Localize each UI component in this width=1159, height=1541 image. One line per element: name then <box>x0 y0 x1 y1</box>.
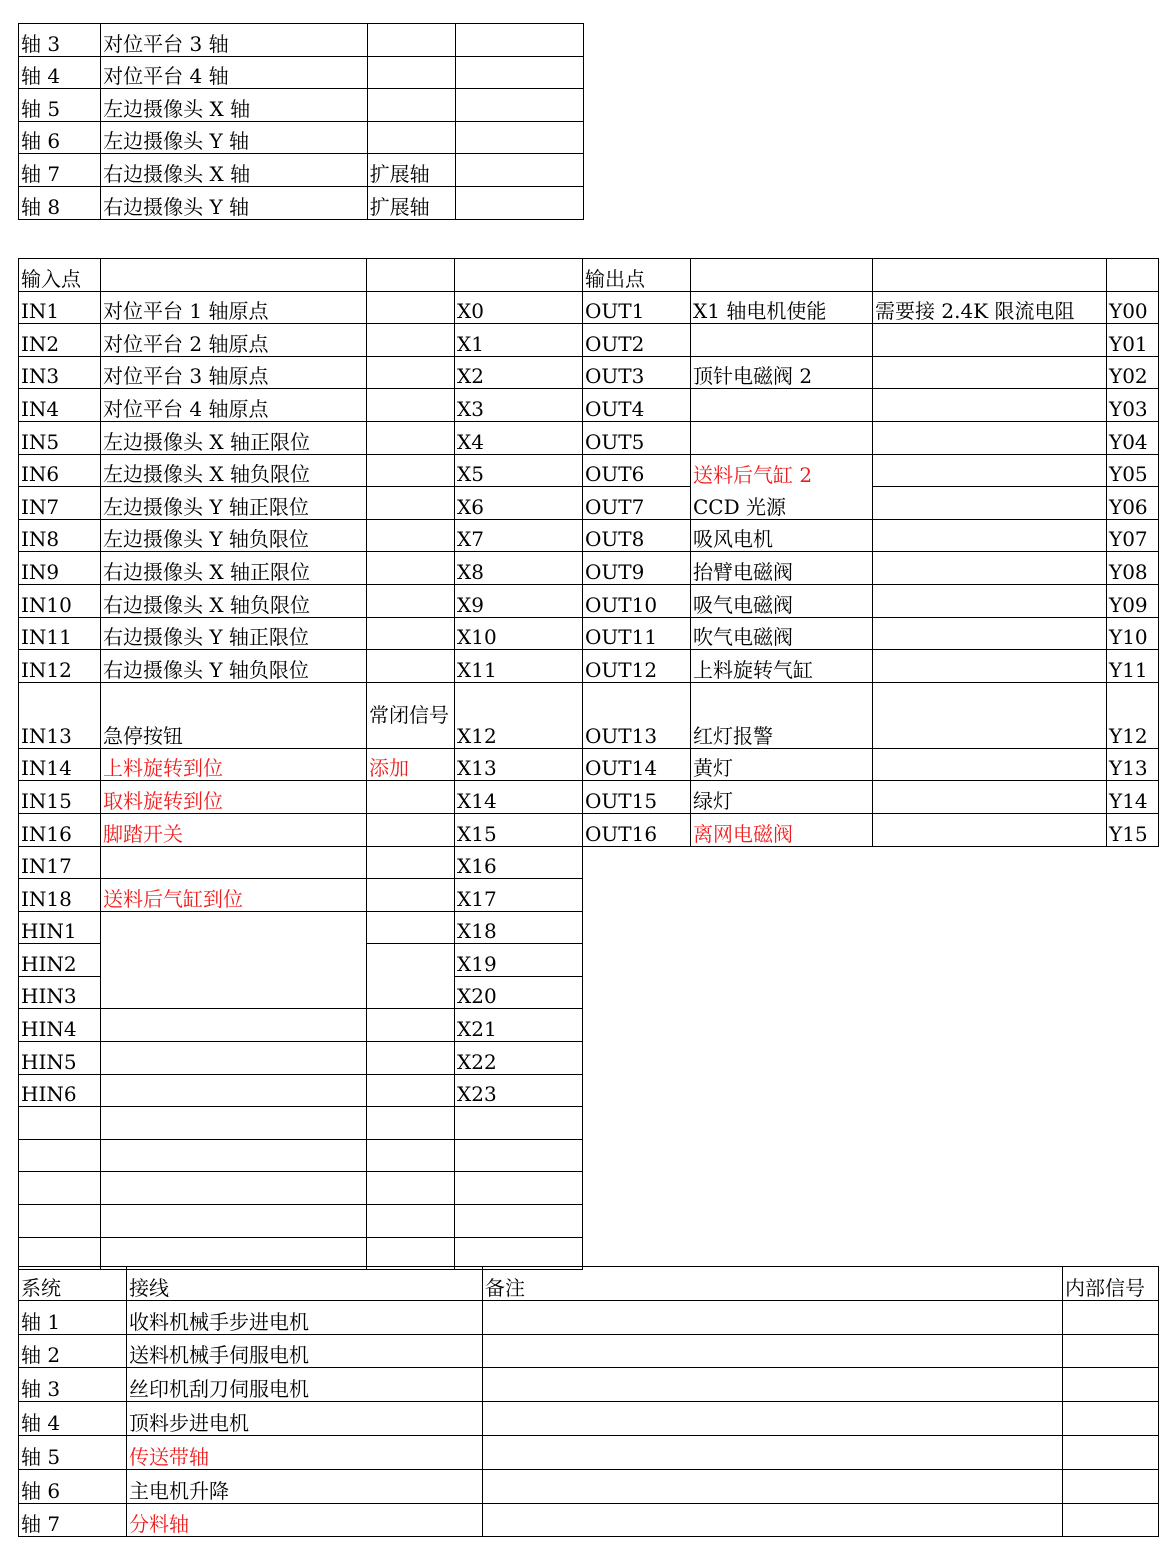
input-x-cell: X23 <box>455 1074 583 1107</box>
system-signal-cell <box>1063 1402 1159 1436</box>
table-row <box>19 1469 1159 1503</box>
blank-cell <box>691 259 873 292</box>
input-x-cell: X6 <box>455 487 583 520</box>
table-row <box>19 519 1159 552</box>
input-note-cell: 添加 <box>367 748 455 781</box>
input-note-cell <box>367 1009 455 1042</box>
output-note-cell <box>873 682 1107 748</box>
input-note-cell <box>367 650 455 683</box>
output-note-cell <box>873 324 1107 357</box>
output-y-cell: Y15 <box>1107 813 1159 846</box>
system-note-cell <box>483 1503 1063 1537</box>
blank-cell <box>19 1237 101 1270</box>
input-desc-cell: 急停按钮 <box>101 682 367 748</box>
input-desc-cell: 左边摄像头 X 轴正限位 <box>101 421 367 454</box>
output-desc-cell <box>691 389 873 422</box>
axis-cell: 轴 6 <box>19 121 101 154</box>
output-note-cell: 需要接 2.4K 限流电阻 <box>873 291 1107 324</box>
axis-extra-cell <box>455 89 583 122</box>
input-point-cell: IN15 <box>19 781 101 814</box>
input-desc-cell: 对位平台 1 轴原点 <box>101 291 367 324</box>
blank-cell <box>873 259 1107 292</box>
blank-cell <box>19 1139 101 1172</box>
axes-table <box>18 23 584 220</box>
table-row <box>19 324 1159 357</box>
table-row <box>19 617 1159 650</box>
input-x-cell: X2 <box>455 356 583 389</box>
input-note-cell <box>367 1074 455 1107</box>
input-x-cell: X10 <box>455 617 583 650</box>
axis-note-cell <box>367 121 455 154</box>
axis-cell: 轴 4 <box>19 56 101 89</box>
output-note-cell <box>873 584 1107 617</box>
output-point-cell: OUT4 <box>583 389 691 422</box>
input-x-cell: X18 <box>455 911 583 944</box>
axis-name-cell: 右边摄像头 Y 轴 <box>101 186 367 219</box>
input-x-cell: X20 <box>455 976 583 1009</box>
output-note-cell <box>873 781 1107 814</box>
axis-name-cell: 对位平台 3 轴 <box>101 24 367 57</box>
input-x-cell: X12 <box>455 682 583 748</box>
input-point-cell: IN2 <box>19 324 101 357</box>
table-row <box>19 552 1159 585</box>
output-point-cell: OUT7 <box>583 487 691 520</box>
input-note-cell <box>367 324 455 357</box>
table-row <box>19 1435 1159 1469</box>
input-header: 输入点 <box>19 259 101 292</box>
input-note-cell <box>367 389 455 422</box>
input-point-cell: IN10 <box>19 584 101 617</box>
input-desc-cell: 左边摄像头 Y 轴正限位 <box>101 487 367 520</box>
input-point-cell: IN17 <box>19 846 101 879</box>
input-note-cell <box>367 421 455 454</box>
output-point-cell: OUT14 <box>583 748 691 781</box>
input-desc-cell <box>101 1009 367 1042</box>
input-note-cell <box>367 879 455 912</box>
system-header-cell: 内部信号 <box>1063 1267 1159 1301</box>
table-row <box>19 813 1159 846</box>
input-x-cell: X0 <box>455 291 583 324</box>
table-row <box>19 1334 1159 1368</box>
output-desc-cell: 吹气电磁阀 <box>691 617 873 650</box>
system-axis-cell: 轴 3 <box>19 1368 127 1402</box>
table-row <box>19 389 1159 422</box>
system-axis-cell: 轴 1 <box>19 1300 127 1334</box>
output-note-cell <box>873 519 1107 552</box>
input-point-cell: IN3 <box>19 356 101 389</box>
system-axis-cell: 轴 6 <box>19 1469 127 1503</box>
axis-cell: 轴 7 <box>19 154 101 187</box>
output-note-cell <box>873 487 1107 520</box>
axis-extra-cell <box>455 24 583 57</box>
system-header-row <box>19 1267 1159 1301</box>
input-desc-cell <box>101 846 367 879</box>
output-note-cell <box>873 421 1107 454</box>
output-point-cell: OUT12 <box>583 650 691 683</box>
system-wiring-cell: 送料机械手伺服电机 <box>127 1334 483 1368</box>
axis-extra-cell <box>455 186 583 219</box>
input-point-cell: IN14 <box>19 748 101 781</box>
input-x-cell: X17 <box>455 879 583 912</box>
blank-cell <box>101 1237 367 1270</box>
output-y-cell: Y03 <box>1107 389 1159 422</box>
input-note-cell <box>367 291 455 324</box>
input-point-cell: IN12 <box>19 650 101 683</box>
axis-cell: 轴 5 <box>19 89 101 122</box>
system-wiring-cell: 主电机升降 <box>127 1469 483 1503</box>
input-point-cell: IN9 <box>19 552 101 585</box>
blank-cell <box>367 1172 455 1205</box>
input-point-cell: HIN4 <box>19 1009 101 1042</box>
input-point-cell: HIN2 <box>19 944 101 977</box>
output-desc-cell: 上料旋转气缸 <box>691 650 873 683</box>
axis-note-cell <box>367 89 455 122</box>
output-point-cell: OUT8 <box>583 519 691 552</box>
blank-cell <box>367 1237 455 1270</box>
input-x-cell: X9 <box>455 584 583 617</box>
system-axis-cell: 轴 4 <box>19 1402 127 1436</box>
input-desc-cell <box>101 1074 367 1107</box>
system-signal-cell <box>1063 1368 1159 1402</box>
system-note-cell <box>483 1435 1063 1469</box>
system-wiring-cell: 丝印机刮刀伺服电机 <box>127 1368 483 1402</box>
blank-cell <box>101 1139 367 1172</box>
table-row <box>19 584 1159 617</box>
table-row <box>19 154 584 187</box>
table-row <box>19 846 1159 879</box>
system-header-cell: 系统 <box>19 1267 127 1301</box>
input-x-cell: X1 <box>455 324 583 357</box>
output-point-cell: OUT2 <box>583 324 691 357</box>
input-desc-cell: 左边摄像头 X 轴负限位 <box>101 454 367 487</box>
input-x-cell: X5 <box>455 454 583 487</box>
output-y-cell: Y09 <box>1107 584 1159 617</box>
output-note-cell <box>873 813 1107 846</box>
output-y-cell: Y10 <box>1107 617 1159 650</box>
system-note-cell <box>483 1368 1063 1402</box>
output-point-cell: OUT3 <box>583 356 691 389</box>
table-row <box>19 24 584 57</box>
blank-cell <box>455 1172 583 1205</box>
system-note-cell <box>483 1402 1063 1436</box>
output-y-cell: Y14 <box>1107 781 1159 814</box>
output-point-cell: OUT6 <box>583 454 691 487</box>
input-desc-cell: 上料旋转到位 <box>101 748 367 781</box>
output-note-cell <box>873 650 1107 683</box>
input-desc-cell: 取料旋转到位 <box>101 781 367 814</box>
input-note-cell <box>367 813 455 846</box>
input-desc-cell: 右边摄像头 Y 轴负限位 <box>101 650 367 683</box>
blank-cell <box>101 1107 367 1140</box>
input-desc-cell: 左边摄像头 Y 轴负限位 <box>101 519 367 552</box>
blank-cell <box>367 1139 455 1172</box>
axis-cell: 轴 8 <box>19 186 101 219</box>
input-desc-cell: 右边摄像头 Y 轴正限位 <box>101 617 367 650</box>
blank-cell <box>101 1172 367 1205</box>
axis-note-cell <box>367 56 455 89</box>
input-desc-cell: 右边摄像头 X 轴正限位 <box>101 552 367 585</box>
input-point-cell: IN5 <box>19 421 101 454</box>
input-note-cell <box>367 911 455 944</box>
axis-note-cell: 扩展轴 <box>367 186 455 219</box>
axis-extra-cell <box>455 154 583 187</box>
output-desc-cell: 离网电磁阀 <box>691 813 873 846</box>
output-y-cell: Y13 <box>1107 748 1159 781</box>
axis-name-cell: 左边摄像头 X 轴 <box>101 89 367 122</box>
input-x-cell: X7 <box>455 519 583 552</box>
io-table <box>18 258 1159 1270</box>
blank-cell <box>1107 259 1159 292</box>
input-note-cell <box>367 519 455 552</box>
output-y-cell: Y12 <box>1107 682 1159 748</box>
table-row <box>19 1402 1159 1436</box>
system-axis-cell: 轴 7 <box>19 1503 127 1537</box>
system-header-cell: 接线 <box>127 1267 483 1301</box>
output-y-cell: Y00 <box>1107 291 1159 324</box>
output-desc-cell: 送料后气缸 2 <box>691 454 873 487</box>
blank-cell <box>101 1205 367 1238</box>
blank-cell <box>367 944 455 1009</box>
output-y-cell: Y08 <box>1107 552 1159 585</box>
axis-extra-cell <box>455 56 583 89</box>
table-row <box>19 454 1159 487</box>
output-header: 输出点 <box>583 259 691 292</box>
input-note-cell <box>367 584 455 617</box>
table-row <box>19 421 1159 454</box>
input-desc-cell: 送料后气缸到位 <box>101 879 367 912</box>
input-desc-cell: 脚踏开关 <box>101 813 367 846</box>
output-y-cell: Y02 <box>1107 356 1159 389</box>
output-desc-cell <box>691 324 873 357</box>
output-point-cell: OUT16 <box>583 813 691 846</box>
input-note-cell <box>367 487 455 520</box>
system-wiring-cell: 收料机械手步进电机 <box>127 1300 483 1334</box>
blank-cell <box>455 1205 583 1238</box>
system-signal-cell <box>1063 1469 1159 1503</box>
output-note-cell <box>873 356 1107 389</box>
blank-cell <box>455 259 583 292</box>
table-row <box>19 1300 1159 1334</box>
input-point-cell: IN7 <box>19 487 101 520</box>
system-wiring-cell: 传送带轴 <box>127 1435 483 1469</box>
axis-name-cell: 右边摄像头 X 轴 <box>101 154 367 187</box>
blank-cell <box>367 1107 455 1140</box>
system-table <box>18 1266 1159 1537</box>
blank-cell <box>367 259 455 292</box>
input-desc-cell <box>101 1042 367 1075</box>
blank-cell <box>583 846 1159 1270</box>
input-point-cell: HIN1 <box>19 911 101 944</box>
input-x-cell: X21 <box>455 1009 583 1042</box>
input-point-cell: IN13 <box>19 682 101 748</box>
table-row <box>19 186 584 219</box>
output-point-cell: OUT5 <box>583 421 691 454</box>
output-y-cell: Y01 <box>1107 324 1159 357</box>
output-note-cell <box>873 617 1107 650</box>
input-note-cell: 常闭信号 <box>367 682 455 748</box>
axis-cell: 轴 3 <box>19 24 101 57</box>
table-row <box>19 121 584 154</box>
table-row <box>19 356 1159 389</box>
input-desc-cell: 对位平台 2 轴原点 <box>101 324 367 357</box>
output-point-cell: OUT9 <box>583 552 691 585</box>
axis-note-cell <box>367 24 455 57</box>
input-point-cell: IN18 <box>19 879 101 912</box>
blank-cell <box>455 1139 583 1172</box>
blank-cell <box>455 1107 583 1140</box>
input-desc-cell: 对位平台 4 轴原点 <box>101 389 367 422</box>
axis-name-cell: 左边摄像头 Y 轴 <box>101 121 367 154</box>
input-x-cell: X14 <box>455 781 583 814</box>
table-row <box>19 650 1159 683</box>
output-note-cell <box>873 552 1107 585</box>
input-point-cell: IN1 <box>19 291 101 324</box>
input-point-cell: HIN3 <box>19 976 101 1009</box>
input-note-cell <box>367 1042 455 1075</box>
input-note-cell <box>367 454 455 487</box>
input-x-cell: X11 <box>455 650 583 683</box>
output-y-cell: Y11 <box>1107 650 1159 683</box>
table-row <box>19 89 584 122</box>
output-y-cell: Y05 <box>1107 454 1159 487</box>
blank-cell <box>19 1205 101 1238</box>
table-row <box>19 291 1159 324</box>
table-row <box>19 56 584 89</box>
output-point-cell: OUT10 <box>583 584 691 617</box>
output-desc-cell: X1 轴电机使能 <box>691 291 873 324</box>
input-desc-cell <box>101 911 367 1009</box>
input-point-cell: IN6 <box>19 454 101 487</box>
input-x-cell: X4 <box>455 421 583 454</box>
input-point-cell: IN11 <box>19 617 101 650</box>
input-note-cell <box>367 781 455 814</box>
input-desc-cell: 右边摄像头 X 轴负限位 <box>101 584 367 617</box>
system-note-cell <box>483 1300 1063 1334</box>
blank-cell <box>367 1205 455 1238</box>
input-point-cell: IN8 <box>19 519 101 552</box>
output-note-cell <box>873 748 1107 781</box>
output-desc-cell: 顶针电磁阀 2 <box>691 356 873 389</box>
system-signal-cell <box>1063 1300 1159 1334</box>
system-signal-cell <box>1063 1435 1159 1469</box>
input-point-cell: IN16 <box>19 813 101 846</box>
output-desc-cell: CCD 光源 <box>691 487 873 520</box>
input-x-cell: X19 <box>455 944 583 977</box>
system-header-cell: 备注 <box>483 1267 1063 1301</box>
axis-name-cell: 对位平台 4 轴 <box>101 56 367 89</box>
output-point-cell: OUT15 <box>583 781 691 814</box>
axis-extra-cell <box>455 121 583 154</box>
input-x-cell: X15 <box>455 813 583 846</box>
output-point-cell: OUT1 <box>583 291 691 324</box>
output-note-cell <box>873 389 1107 422</box>
input-point-cell: HIN6 <box>19 1074 101 1107</box>
output-desc-cell <box>691 421 873 454</box>
system-wiring-cell: 顶料步进电机 <box>127 1402 483 1436</box>
input-point-cell: IN4 <box>19 389 101 422</box>
table-row <box>19 487 1159 520</box>
input-note-cell <box>367 617 455 650</box>
input-note-cell <box>367 552 455 585</box>
input-x-cell: X8 <box>455 552 583 585</box>
input-point-cell: HIN5 <box>19 1042 101 1075</box>
table-row <box>19 781 1159 814</box>
output-y-cell: Y04 <box>1107 421 1159 454</box>
blank-cell <box>19 1172 101 1205</box>
system-axis-cell: 轴 5 <box>19 1435 127 1469</box>
input-x-cell: X16 <box>455 846 583 879</box>
system-note-cell <box>483 1469 1063 1503</box>
system-signal-cell <box>1063 1334 1159 1368</box>
output-desc-cell: 吸风电机 <box>691 519 873 552</box>
output-desc-cell: 黄灯 <box>691 748 873 781</box>
input-x-cell: X22 <box>455 1042 583 1075</box>
output-note-cell <box>873 454 1107 487</box>
table-row <box>19 1503 1159 1537</box>
output-y-cell: Y06 <box>1107 487 1159 520</box>
blank-cell <box>455 1237 583 1270</box>
input-note-cell <box>367 356 455 389</box>
blank-cell <box>101 259 367 292</box>
output-desc-cell: 绿灯 <box>691 781 873 814</box>
axis-note-cell: 扩展轴 <box>367 154 455 187</box>
table-row <box>19 1368 1159 1402</box>
input-x-cell: X13 <box>455 748 583 781</box>
input-x-cell: X3 <box>455 389 583 422</box>
output-point-cell: OUT13 <box>583 682 691 748</box>
blank-cell <box>19 1107 101 1140</box>
input-note-cell <box>367 846 455 879</box>
system-note-cell <box>483 1334 1063 1368</box>
system-wiring-cell: 分料轴 <box>127 1503 483 1537</box>
output-desc-cell: 红灯报警 <box>691 682 873 748</box>
system-axis-cell: 轴 2 <box>19 1334 127 1368</box>
output-point-cell: OUT11 <box>583 617 691 650</box>
input-desc-cell: 对位平台 3 轴原点 <box>101 356 367 389</box>
table-row <box>19 682 1159 748</box>
system-signal-cell <box>1063 1503 1159 1537</box>
output-desc-cell: 抬臂电磁阀 <box>691 552 873 585</box>
io-header-row <box>19 259 1159 292</box>
table-row <box>19 748 1159 781</box>
output-desc-cell: 吸气电磁阀 <box>691 584 873 617</box>
output-y-cell: Y07 <box>1107 519 1159 552</box>
